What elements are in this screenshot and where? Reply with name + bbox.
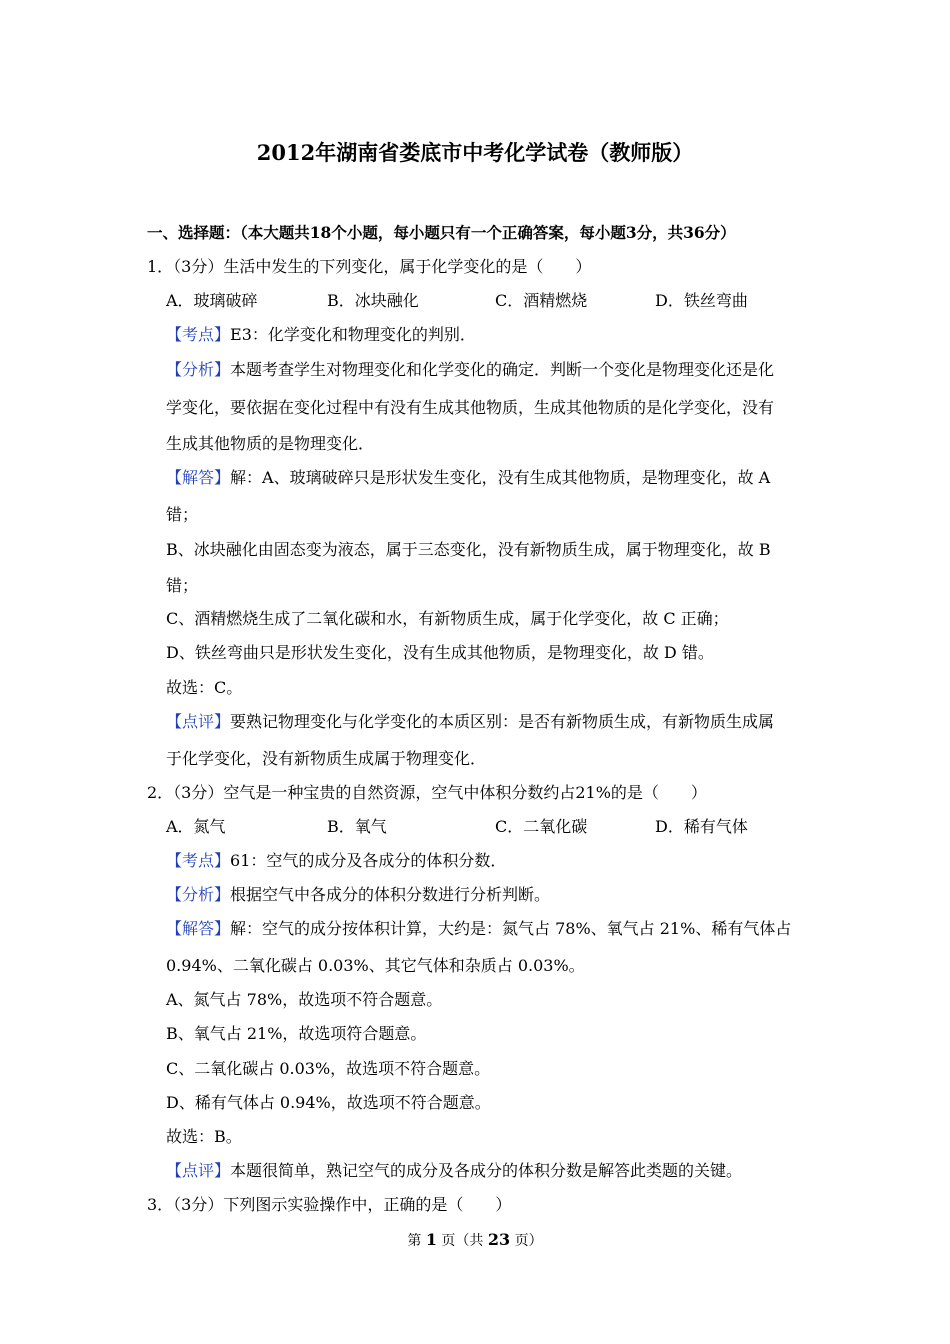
dianping-tag: 【点评】 [166, 1161, 231, 1180]
q2-jieda-line1: 解：空气的成分按体积计算，大约是：氮气占 78%、氧气占 21%、稀有气体占 [230, 919, 792, 938]
q2-jieda-line3: A、氮气占 78%，故选项不符合题意。 [166, 990, 443, 1009]
q1-dianping-line1: 要熟记物理变化与化学变化的本质区别：是否有新物质生成，有新物质生成属 [230, 712, 775, 731]
q1-jieda-line6: D、铁丝弯曲只是形状发生变化，没有生成其他物质，是物理变化，故 D 错。 [166, 643, 714, 662]
fenxi-tag: 【分析】 [166, 360, 231, 379]
q1-option-b: B．冰块融化 [327, 291, 419, 310]
q1-jieda-line5: C、酒精燃烧生成了二氧化碳和水，有新物质生成，属于化学变化，故 C 正确； [166, 609, 729, 628]
current-page-number: 1 [425, 1230, 437, 1249]
q2-kaodian [166, 851, 506, 871]
q2-option-a: A．氮气 [166, 817, 226, 836]
fenxi-tag: 【分析】 [166, 885, 231, 904]
q1-fenxi-line1: 本题考查学生对物理变化和化学变化的确定．判断一个变化是物理变化还是化 [230, 360, 775, 379]
q2-fenxi [166, 885, 550, 905]
q1-fenxi [166, 360, 774, 380]
q2-dianping-text: 本题很简单，熟记空气的成分及各成分的体积分数是解答此类题的关键。 [230, 1161, 743, 1180]
q1-kaodian [166, 325, 476, 345]
question-1-stem: 1．（3分）生活中发生的下列变化，属于化学变化的是（ ） [147, 257, 592, 276]
q1-jieda-line3: B、冰块融化由固态变为液态，属于三态变化，没有新物质生成，属于物理变化，故 B [166, 540, 771, 559]
total-page-count: 23 [487, 1230, 511, 1249]
q2-option-d: D．稀有气体 [655, 817, 748, 836]
footer-mid: 页（共 [436, 1233, 488, 1249]
q1-option-a: A．玻璃破碎 [166, 291, 258, 310]
q2-jieda-line7: 故选：B。 [166, 1127, 242, 1146]
jieda-tag: 【解答】 [166, 468, 231, 487]
q1-jieda-line4: 错； [166, 576, 199, 595]
q1-dianping [166, 712, 774, 732]
document-title: 2012年湖南省娄底市中考化学试卷（教师版） [256, 140, 694, 165]
q2-jieda-line2: 0.94%、二氧化碳占 0.03%、其它气体和杂质占 0.03%。 [166, 956, 585, 975]
footer-prefix: 第 [407, 1233, 426, 1249]
q2-jieda-line5: C、二氧化碳占 0.03%，故选项不符合题意。 [166, 1059, 491, 1078]
q2-dianping [166, 1161, 742, 1181]
page-footer [0, 1230, 950, 1250]
q1-jieda [166, 468, 770, 488]
q1-kaodian-text: E3：化学变化和物理变化的判别． [230, 325, 476, 344]
q2-jieda-line4: B、氧气占 21%，故选项符合题意。 [166, 1024, 427, 1043]
q1-jieda-line1: 解：A、玻璃破碎只是形状发生变化，没有生成其他物质，是物理变化，故 A [230, 468, 771, 487]
kaodian-tag: 【考点】 [166, 851, 231, 870]
q2-option-b: B．氧气 [327, 817, 387, 836]
q1-jieda-line7: 故选：C。 [166, 678, 243, 697]
q1-fenxi-line3: 生成其他物质的是物理变化． [166, 434, 375, 453]
q1-option-d: D．铁丝弯曲 [655, 291, 748, 310]
question-2-stem: 2．（3分）空气是一种宝贵的自然资源，空气中体积分数约占21%的是（ ） [147, 783, 707, 802]
q1-option-c: C．酒精燃烧 [495, 291, 588, 310]
q2-kaodian-text: 61：空气的成分及各成分的体积分数． [230, 851, 507, 870]
jieda-tag: 【解答】 [166, 919, 231, 938]
section-heading: 一、选择题：（本大题共18个小题，每小题只有一个正确答案，每小题3分，共36分） [147, 223, 736, 242]
q2-fenxi-text: 根据空气中各成分的体积分数进行分析判断。 [230, 885, 551, 904]
dianping-tag: 【点评】 [166, 712, 231, 731]
q2-option-c: C．二氧化碳 [495, 817, 588, 836]
q2-jieda-line6: D、稀有气体占 0.94%，故选项不符合题意。 [166, 1093, 491, 1112]
footer-suffix: 页） [510, 1233, 543, 1249]
q2-jieda [166, 919, 791, 939]
q1-jieda-line2: 错； [166, 505, 199, 524]
q1-dianping-line2: 于化学变化，没有新物质生成属于物理变化． [166, 749, 487, 768]
question-3-stem: 3．（3分）下列图示实验操作中，正确的是（ ） [147, 1195, 512, 1214]
kaodian-tag: 【考点】 [166, 325, 231, 344]
q1-fenxi-line2: 学变化，要依据在变化过程中有没有生成其他物质，生成其他物质的是化学变化，没有 [166, 398, 775, 417]
